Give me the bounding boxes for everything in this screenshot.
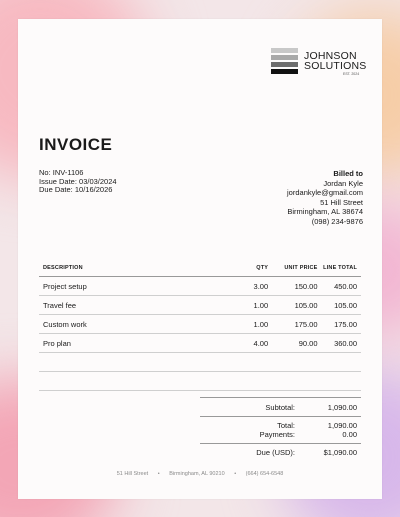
table-row xyxy=(39,315,361,334)
company-tagline: EST. 2024 xyxy=(343,72,360,76)
footer-address: 51 Hill Street xyxy=(116,471,149,477)
due-date-row xyxy=(39,186,117,195)
logo-bar xyxy=(271,48,298,53)
line-items-table xyxy=(39,259,361,391)
logo-bars-icon xyxy=(271,48,298,76)
company-name-line1: JOHNSON xyxy=(304,50,357,62)
total-value: 1,090.00 xyxy=(327,421,357,430)
client-email: jordankyle@gmail.com xyxy=(287,188,363,198)
issue-date-label: Issue Date: xyxy=(39,176,77,186)
client-city: Birmingham, AL 38674 xyxy=(287,207,363,217)
logo-bar xyxy=(271,62,298,67)
summary-block xyxy=(200,397,361,457)
row-description: Pro plan xyxy=(43,338,71,348)
footer-separator-icon: • xyxy=(234,471,237,477)
row-unit-price: 150.00 xyxy=(294,281,318,291)
payments-value: 0.00 xyxy=(342,430,357,439)
row-line-total: 175.00 xyxy=(334,319,358,329)
issue-date: 03/03/2024 xyxy=(79,176,117,186)
row-description: Travel fee xyxy=(43,300,77,310)
billed-to xyxy=(287,169,363,227)
row-unit-price: 105.00 xyxy=(294,300,318,310)
invoice-number-label: No: xyxy=(39,168,51,177)
invoice-sheet xyxy=(18,19,382,499)
amount-due-value: $1,090.00 xyxy=(323,448,357,457)
header-unit-price: UNIT PRICE xyxy=(284,264,318,271)
subtotal-row xyxy=(200,397,361,412)
client-name: Jordan Kyle xyxy=(323,178,363,188)
table-row xyxy=(39,277,361,296)
client-phone: (098) 234-9876 xyxy=(311,216,363,226)
logo-bar xyxy=(271,55,298,60)
payments-row xyxy=(200,430,361,439)
row-qty: 3.00 xyxy=(253,281,269,291)
row-qty: 4.00 xyxy=(253,338,269,348)
row-description: Project setup xyxy=(43,281,87,291)
header-qty: QTY xyxy=(256,264,269,271)
row-qty: 1.00 xyxy=(253,319,269,329)
due-date-label: Due Date: xyxy=(39,185,73,195)
billed-to-label: Billed to xyxy=(333,169,363,178)
empty-table-row xyxy=(39,353,361,372)
invoice-meta xyxy=(39,169,117,195)
row-qty: 1.00 xyxy=(253,300,269,310)
company-logo xyxy=(271,48,371,92)
client-street: 51 Hill Street xyxy=(320,197,363,207)
payments-label: Payments: xyxy=(259,430,295,439)
table-row xyxy=(39,334,361,353)
invoice-number: INV-1106 xyxy=(52,168,84,177)
subtotal-value: 1,090.00 xyxy=(327,403,357,412)
company-name xyxy=(304,51,366,71)
footer-phone: (664) 654-6548 xyxy=(245,471,284,477)
company-name-line2: SOLUTIONS xyxy=(304,60,367,72)
footer-separator-icon: • xyxy=(157,471,160,477)
row-line-total: 105.00 xyxy=(334,300,358,310)
table-row xyxy=(39,296,361,315)
invoice-title: INVOICE xyxy=(39,135,113,154)
amount-due-row xyxy=(200,443,361,457)
footer xyxy=(18,471,382,477)
empty-table-row xyxy=(39,372,361,391)
row-line-total: 450.00 xyxy=(334,281,358,291)
row-unit-price: 175.00 xyxy=(294,319,318,329)
row-line-total: 360.00 xyxy=(334,338,358,348)
total-label: Total: xyxy=(277,421,295,430)
header-line-total: LINE TOTAL xyxy=(323,264,358,271)
row-unit-price: 90.00 xyxy=(298,338,318,348)
table-header xyxy=(39,259,361,277)
due-date: 10/16/2026 xyxy=(74,185,113,195)
amount-due-label: Due (USD): xyxy=(256,448,295,457)
total-row xyxy=(200,416,361,430)
logo-bar xyxy=(271,69,298,74)
header-description: DESCRIPTION xyxy=(43,264,83,271)
subtotal-label: Subtotal: xyxy=(265,403,295,412)
footer-city: Birmingham, AL 90210 xyxy=(169,471,225,477)
row-description: Custom work xyxy=(43,319,87,329)
